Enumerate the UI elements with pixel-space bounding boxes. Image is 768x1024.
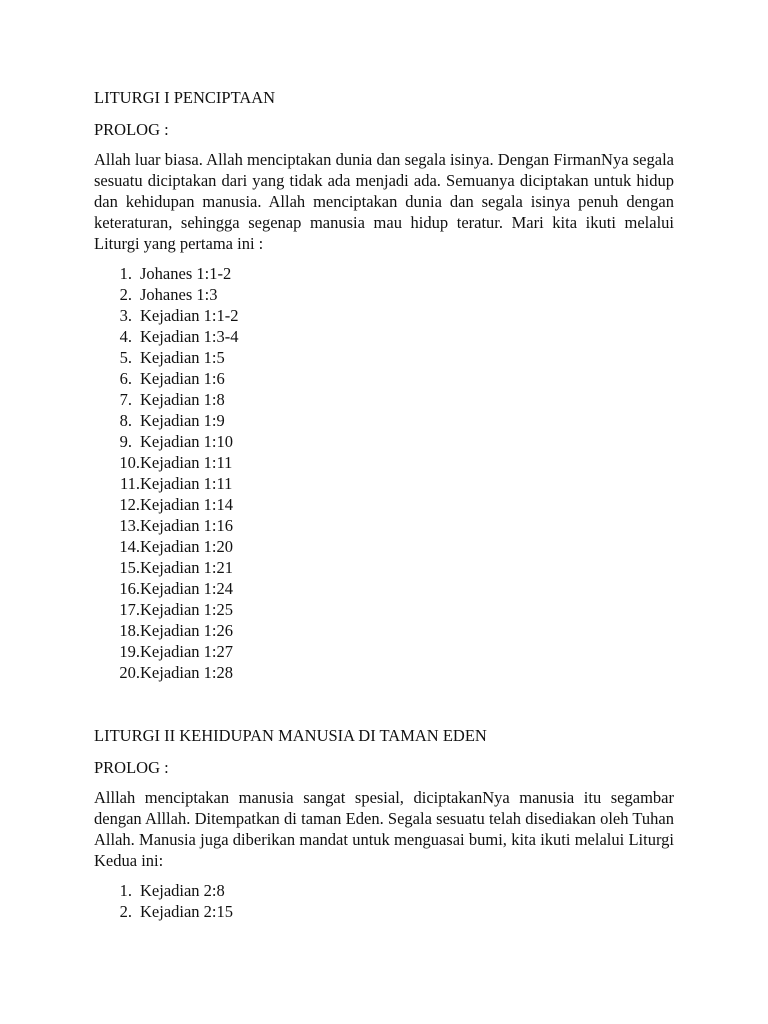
list-item-reference: Kejadian 1:25 bbox=[140, 600, 234, 619]
liturgi-1-reading-list bbox=[94, 263, 674, 683]
list-item-reference: Kejadian 1:21 bbox=[140, 558, 234, 577]
list-item bbox=[94, 662, 674, 683]
list-item-reference: Kejadian 1:5 bbox=[140, 348, 225, 367]
list-item bbox=[94, 578, 674, 599]
liturgi-1-title: LITURGI I PENCIPTAAN bbox=[94, 88, 276, 107]
list-item bbox=[94, 368, 674, 389]
list-item bbox=[94, 641, 674, 662]
list-item bbox=[94, 557, 674, 578]
list-item-reference: Kejadian 1:8 bbox=[140, 390, 225, 409]
liturgi-2-title: LITURGI II KEHIDUPAN MANUSIA DI TAMAN EDEN bbox=[94, 726, 487, 745]
list-item-number: 7. bbox=[119, 390, 132, 409]
list-item-reference: Johanes 1:1-2 bbox=[140, 264, 232, 283]
list-item bbox=[94, 599, 674, 620]
list-item-number: 8. bbox=[119, 411, 132, 430]
liturgi-2-prolog-label: PROLOG : bbox=[94, 758, 169, 777]
liturgi-2-section bbox=[94, 726, 674, 922]
list-item bbox=[94, 347, 674, 368]
list-item-number: 13. bbox=[119, 516, 140, 535]
list-item-number: 11. bbox=[119, 474, 140, 493]
list-item-reference: Kejadian 1:11 bbox=[140, 453, 233, 472]
liturgi-2-prolog-text: Alllah menciptakan manusia sangat spesial, diciptakanNya manusia itu segambar dengan Alllah. Ditempatkan di taman Eden. Segala sesuatu telah disediakan oleh Tuhan Allah. Manusia juga diberikan mandat untuk menguasai bumi, kita ikuti melalui Liturgi Kedua ini: bbox=[94, 788, 674, 870]
list-item-number: 6. bbox=[119, 369, 132, 388]
list-item-reference: Kejadian 2:8 bbox=[140, 881, 225, 900]
list-item bbox=[94, 410, 674, 431]
liturgi-1-prolog-label: PROLOG : bbox=[94, 120, 169, 139]
list-item bbox=[94, 263, 674, 284]
list-item-number: 10. bbox=[119, 453, 140, 472]
list-item-number: 1. bbox=[119, 264, 132, 283]
list-item bbox=[94, 515, 674, 536]
list-item-number: 9. bbox=[119, 432, 132, 451]
list-item-number: 4. bbox=[119, 327, 132, 346]
list-item-number: 15. bbox=[119, 558, 140, 577]
liturgi-1-prolog-text: Allah luar biasa. Allah menciptakan dunia dan segala isinya. Dengan FirmanNya segala sesuatu diciptakan dari yang tidak ada menjadi ada. Semuanya diciptakan untuk hidup dan kehidupan manusia. Allah menciptakan dunia dan segala isinya penuh dengan keteraturan, sehingga segenap manusia mau hidup teratur. Mari kita ikuti melalui Liturgi yang pertama ini : bbox=[94, 150, 674, 253]
list-item bbox=[94, 452, 674, 473]
list-item bbox=[94, 494, 674, 515]
list-item-number: 2. bbox=[119, 285, 132, 304]
list-item-reference: Kejadian 1:24 bbox=[140, 579, 234, 598]
list-item-reference: Kejadian 1:3-4 bbox=[140, 327, 239, 346]
list-item bbox=[94, 389, 674, 410]
list-item-number: 16. bbox=[119, 579, 140, 598]
list-item-reference: Kejadian 1:27 bbox=[140, 642, 234, 661]
list-item-reference: Kejadian 1:28 bbox=[140, 663, 234, 682]
list-item-reference: Kejadian 1:11 bbox=[140, 474, 233, 493]
list-item bbox=[94, 901, 674, 922]
list-item-number: 3. bbox=[119, 306, 132, 325]
list-item bbox=[94, 620, 674, 641]
list-item-reference: Kejadian 1:9 bbox=[140, 411, 225, 430]
list-item-number: 14. bbox=[119, 537, 140, 556]
list-item bbox=[94, 473, 674, 494]
list-item-reference: Kejadian 1:26 bbox=[140, 621, 234, 640]
list-item-number: 1. bbox=[119, 881, 132, 900]
list-item-reference: Kejadian 1:1-2 bbox=[140, 306, 239, 325]
liturgi-2-reading-list bbox=[94, 880, 674, 922]
liturgi-1-section bbox=[94, 88, 674, 683]
list-item bbox=[94, 880, 674, 901]
list-item-reference: Kejadian 1:20 bbox=[140, 537, 234, 556]
list-item-number: 19. bbox=[119, 642, 140, 661]
list-item-number: 20. bbox=[119, 663, 140, 682]
list-item-reference: Kejadian 1:14 bbox=[140, 495, 234, 514]
list-item bbox=[94, 284, 674, 305]
list-item-number: 17. bbox=[119, 600, 140, 619]
list-item-reference: Kejadian 1:16 bbox=[140, 516, 234, 535]
list-item-reference: Kejadian 2:15 bbox=[140, 902, 234, 921]
list-item-number: 5. bbox=[119, 348, 132, 367]
list-item-number: 2. bbox=[119, 902, 132, 921]
list-item-reference: Kejadian 1:6 bbox=[140, 369, 225, 388]
list-item-number: 18. bbox=[119, 621, 140, 640]
list-item-reference: Johanes 1:3 bbox=[140, 285, 218, 304]
list-item bbox=[94, 305, 674, 326]
list-item-reference: Kejadian 1:10 bbox=[140, 432, 234, 451]
list-item bbox=[94, 431, 674, 452]
list-item-number: 12. bbox=[119, 495, 140, 514]
list-item bbox=[94, 326, 674, 347]
list-item bbox=[94, 536, 674, 557]
